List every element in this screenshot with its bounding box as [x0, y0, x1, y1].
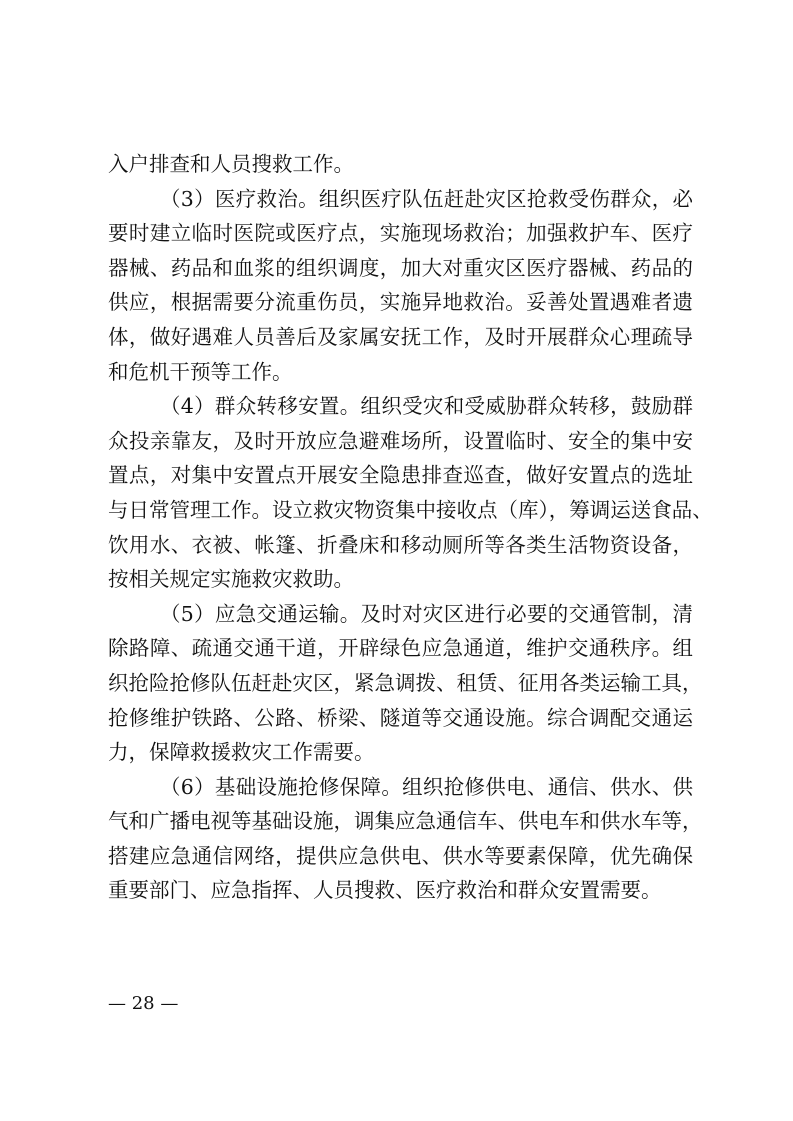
text-line: 器械、药品和血浆的组织调度，加大对重灾区医疗器械、药品的 — [108, 255, 693, 280]
text-line: 按相关规定实施救灾救助。 — [108, 567, 354, 592]
text-line: 抢修维护铁路、公路、桥梁、隧道等交通设施。综合调配交通运 — [108, 705, 693, 730]
text-line: （3）医疗救治。组织医疗队伍赶赴灾区抢救受伤群众，必 — [160, 186, 693, 211]
text-line: （4）群众转移安置。组织受灾和受威胁群众转移，鼓励群 — [160, 394, 693, 419]
text-line: 要时建立临时医院或医疗点，实施现场救治；加强救护车、医疗 — [108, 221, 693, 246]
text-line: 饮用水、衣被、帐篷、折叠床和移动厕所等各类生活物资设备， — [108, 532, 693, 557]
text-line: 除路障、疏通交通干道，开辟绿色应急通道，维护交通秩序。组 — [108, 636, 693, 661]
page-number: — 28 — — [108, 993, 179, 1014]
text-line: 搭建应急通信网络，提供应急供电、供水等要素保障，优先确保 — [108, 843, 693, 868]
text-line: （6）基础设施抢修保障。组织抢修供电、通信、供水、供 — [160, 774, 693, 799]
text-line: 重要部门、应急指挥、人员搜救、医疗救治和群众安置需要。 — [108, 878, 662, 903]
text-line: 与日常管理工作。设立救灾物资集中接收点（库），筹调运送食品、 — [108, 497, 713, 522]
text-line: 众投亲靠友，及时开放应急避难场所，设置临时、安全的集中安 — [108, 428, 693, 453]
text-line: （5）应急交通运输。及时对灾区进行必要的交通管制，清 — [160, 601, 693, 626]
text-line: 入户排查和人员搜救工作。 — [108, 152, 354, 176]
text-line: 力，保障救援救灾工作需要。 — [108, 740, 375, 765]
text-line: 气和广播电视等基础设施，调集应急通信车、供电车和供水车等， — [108, 809, 703, 834]
document-body — [108, 147, 713, 908]
text-line: 供应，根据需要分流重伤员，实施异地救治。妥善处置遇难者遗 — [108, 290, 693, 315]
text-line: 织抢险抢修队伍赶赴灾区，紧急调拨、租赁、征用各类运输工具， — [108, 670, 703, 695]
text-line: 和危机干预等工作。 — [108, 359, 293, 384]
text-line: 体，做好遇难人员善后及家属安抚工作，及时开展群众心理疏导 — [108, 324, 693, 349]
text-line: 置点，对集中安置点开展安全隐患排查巡查，做好安置点的选址 — [108, 463, 693, 488]
